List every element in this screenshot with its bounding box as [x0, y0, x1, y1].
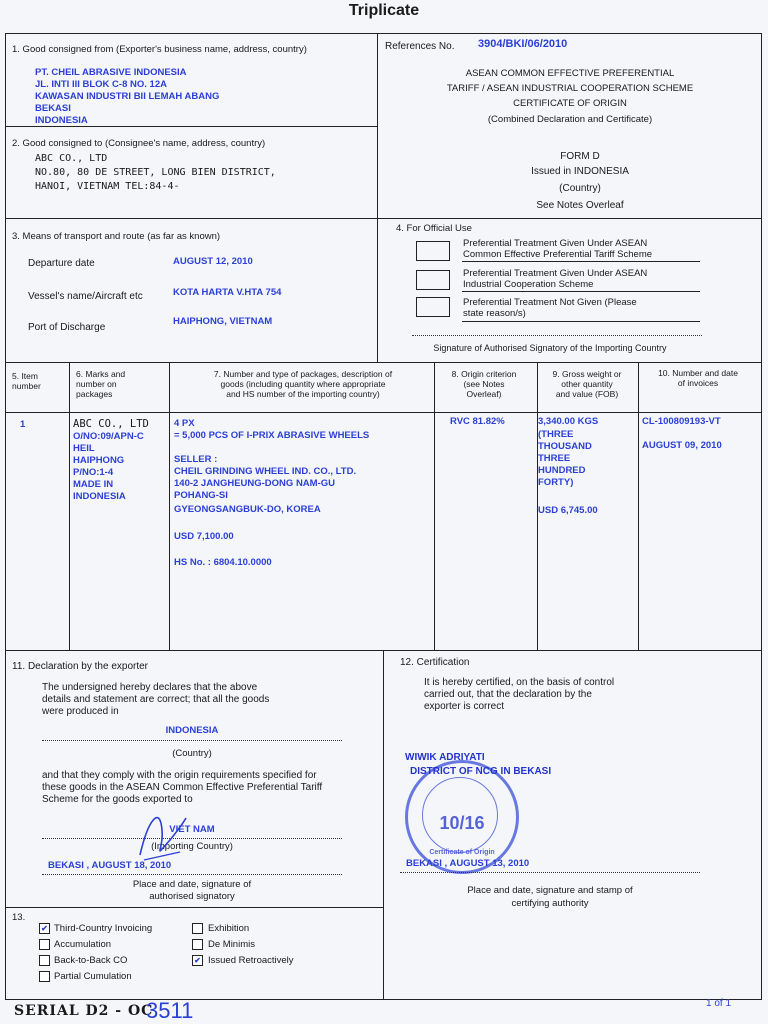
see-notes: See Notes Overleaf	[536, 200, 624, 211]
desc-line-1: 4 PX	[174, 418, 195, 429]
official-stamp: 10/16 Certificate of Origin	[405, 760, 519, 874]
country-caption-11: (Country)	[172, 748, 212, 759]
invoice-number: CL-100809193-VT	[642, 416, 721, 427]
departure-value: AUGUST 12, 2010	[173, 256, 253, 267]
invoice-date: AUGUST 09, 2010	[642, 440, 722, 451]
cert-line-3: exporter is correct	[424, 701, 505, 712]
partial-cumulation-checkbox[interactable]	[39, 971, 50, 982]
exporter-line-5: INDONESIA	[35, 115, 88, 126]
vessel-value: KOTA HARTA V.HTA 754	[173, 287, 282, 298]
port-value: HAIPHONG, VIETNAM	[173, 316, 273, 327]
heading-line-4: (Combined Declaration and Certificate)	[487, 114, 653, 125]
box2-label: 2. Good consigned to (Consignee's name, address, country)	[12, 138, 266, 149]
desc-line-6: POHANG-SI	[174, 490, 228, 501]
third-country-checkbox[interactable]: ✔	[39, 923, 50, 934]
header-weight: 9. Gross weight or other quantity and value (FOB)	[552, 369, 622, 399]
stamp-district: DISTRICT OF NCG IN BEKASI	[410, 766, 552, 777]
box13-label: 13.	[12, 912, 26, 923]
box4-label: 4. For Official Use	[396, 223, 472, 234]
marks-line-5: P/NO:1-4	[73, 467, 114, 478]
decl-p1-line2: details and statement are correct; that all the goods	[42, 694, 270, 705]
consignee-line-2: NO.80, 80 DE STREET, LONG BIEN DISTRICT,	[35, 167, 276, 178]
vessel-label: Vessel's name/Aircraft etc	[28, 291, 143, 302]
box1-label: 1. Good consigned from (Exporter's business name, address, country)	[12, 44, 307, 55]
heading-line-2: TARIFF / ASEAN INDUSTRIAL COOPERATION SCHEME	[446, 83, 694, 94]
header-marks: 6. Marks and number on packages	[76, 369, 126, 399]
decl-p1-line3: were produced in	[42, 706, 119, 717]
importing-country-caption: (Importing Country)	[151, 841, 233, 852]
header-criterion: 8. Origin criterion (see Notes Overleaf)	[451, 369, 517, 399]
weight-line-5: HUNDRED	[538, 465, 586, 476]
marks-line-2: O/NO:09/APN-C	[73, 431, 144, 442]
weight-line-3: THOUSAND	[538, 441, 592, 452]
decl-p1-line1: The undersigned hereby declares that the above	[42, 682, 258, 693]
heading-line-3: CERTIFICATE OF ORIGIN	[513, 98, 627, 109]
cert-line-2: carried out, that the declaration by the	[424, 689, 592, 700]
option3-line2: state reason/s)	[463, 308, 526, 319]
header-description: 7. Number and type of packages, description of goods (including quantity where appropriate and HS number of the importing country)	[213, 369, 393, 399]
importing-country: VIET NAM	[169, 824, 215, 835]
exporter-line-3: KAWASAN INDUSTRI BII LEMAH ABANG	[35, 91, 220, 102]
desc-line-4: CHEIL GRINDING WHEEL IND. CO., LTD.	[174, 466, 357, 477]
option2-line2: Industrial Cooperation Scheme	[463, 279, 594, 290]
accumulation-checkbox[interactable]	[39, 939, 50, 950]
desc-line-7: GYEONGSANGBUK-DO, KOREA	[174, 504, 321, 515]
option-partial-cumulation: Partial Cumulation	[54, 971, 132, 982]
option3-line1: Preferential Treatment Not Given (Please	[463, 297, 637, 308]
references-label: References No.	[385, 41, 455, 52]
exporter-sig-caption-1: Place and date, signature of	[132, 879, 252, 890]
document-title: Triplicate	[348, 2, 420, 19]
usd-total: USD 7,100.00	[174, 531, 234, 542]
importing-signature-caption: Signature of Authorised Signatory of the Importing Country	[433, 343, 667, 353]
page-indicator: 1 of 1	[706, 998, 732, 1009]
option-back-to-back: Back-to-Back CO	[54, 955, 128, 966]
header-item: 5. Item number	[12, 371, 41, 391]
marks-line-4: HAIPHONG	[73, 455, 125, 466]
issued-in: Issued in INDONESIA	[531, 166, 629, 177]
preferential-aico-checkbox[interactable]	[416, 270, 450, 290]
certifier-sig-caption-2: certifying authority	[511, 898, 589, 909]
consignee-line-3: HANOI, VIETNAM TEL:84-4-	[35, 181, 180, 192]
origin-criterion: RVC 81.82%	[450, 416, 505, 427]
decl-p2-line1: and that they comply with the origin requirements specified for	[42, 770, 317, 781]
serial-number: 3511	[146, 998, 194, 1023]
preferential-cept-checkbox[interactable]	[416, 241, 450, 261]
box3-label: 3. Means of transport and route (as far as known)	[12, 231, 221, 242]
exporter-line-2: JL. INTI III BLOK C-8 NO. 12A	[35, 79, 167, 90]
box12-label: 12. Certification	[400, 657, 470, 668]
marks-line-1: ABC CO., LTD	[73, 418, 149, 430]
weight-line-6: FORTY)	[538, 477, 574, 488]
desc-line-3: SELLER :	[174, 454, 218, 465]
stamp-officer: WIWIK ADRIYATI	[405, 752, 485, 763]
box11-label: 11. Declaration by the exporter	[12, 661, 149, 672]
back-to-back-checkbox[interactable]	[39, 955, 50, 966]
issued-retroactively-checkbox[interactable]: ✔	[192, 955, 203, 966]
option-issued-retroactively: Issued Retroactively	[208, 955, 294, 966]
weight-line-1: 3,340.00 KGS	[538, 416, 599, 427]
option-exhibition: Exhibition	[208, 923, 250, 934]
marks-line-3: HEIL	[73, 443, 95, 454]
option-accumulation: Accumulation	[54, 939, 112, 950]
weight-line-2: (THREE	[538, 429, 574, 440]
exporter-place-date: BEKASI , AUGUST 18, 2010	[48, 860, 172, 871]
header-invoice: 10. Number and date of invoices	[658, 368, 738, 388]
exhibition-checkbox[interactable]	[192, 923, 203, 934]
consignee-line-1: ABC CO., LTD	[35, 153, 108, 164]
de-minimis-checkbox[interactable]	[192, 939, 203, 950]
departure-label: Departure date	[28, 258, 95, 269]
desc-line-2: = 5,000 PCS OF I-PRIX ABRASIVE WHEELS	[174, 430, 370, 441]
item-number: 1	[20, 419, 26, 430]
marks-line-7: INDONESIA	[73, 491, 126, 502]
option-de-minimis: De Minimis	[208, 939, 255, 950]
exporter-sig-caption-2: authorised signatory	[149, 891, 235, 902]
option1-line2: Common Effective Preferential Tariff Scheme	[463, 249, 653, 260]
heading-line-1: ASEAN COMMON EFFECTIVE PREFERENTIAL	[465, 68, 675, 79]
exporter-line-4: BEKASI	[35, 103, 71, 114]
weight-line-4: THREE	[538, 453, 571, 464]
desc-line-5: 140-2 JANGHEUNG-DONG NAM-GU	[174, 478, 335, 489]
decl-p2-line3: Scheme for the goods exported to	[42, 794, 193, 805]
option-third-country: Third-Country Invoicing	[54, 923, 153, 934]
option2-line1: Preferential Treatment Given Under ASEAN	[463, 268, 648, 279]
hs-number: HS No. : 6804.10.0000	[174, 557, 272, 568]
decl-p2-line2: these goods in the ASEAN Common Effective Preferential Tariff	[42, 782, 323, 793]
marks-line-6: MADE IN	[73, 479, 114, 490]
certifier-place-date: BEKASI , AUGUST 13, 2010	[406, 858, 530, 869]
exporter-line-1: PT. CHEIL ABRASIVE INDONESIA	[35, 67, 187, 78]
produced-country: INDONESIA	[165, 725, 219, 736]
form-type: FORM D	[560, 151, 600, 162]
fob-value: USD 6,745.00	[538, 505, 598, 516]
certifier-sig-caption-1: Place and date, signature and stamp of	[467, 885, 633, 896]
cert-line-1: It is hereby certified, on the basis of control	[424, 677, 615, 688]
country-caption: (Country)	[559, 183, 601, 194]
option1-line1: Preferential Treatment Given Under ASEAN	[463, 238, 648, 249]
port-label: Port of Discharge	[28, 322, 106, 333]
reference-number: 3904/BKI/06/2010	[478, 38, 568, 50]
preferential-not-given-checkbox[interactable]	[416, 297, 450, 317]
serial-label: SERIAL D2 - OC	[14, 1003, 154, 1019]
